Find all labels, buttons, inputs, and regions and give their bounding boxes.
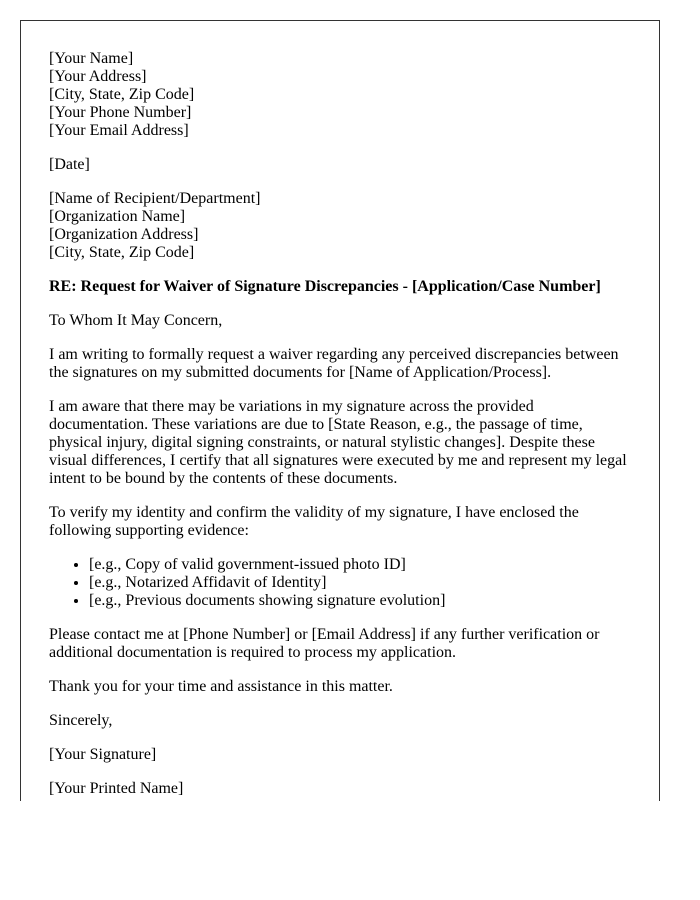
body-paragraph-contact: Please contact me at [Phone Number] or [Email Address] if any further verification or additional documentation is required to process my application. bbox=[49, 626, 600, 661]
sender-address: [Your Address] bbox=[49, 68, 147, 85]
body-paragraph-thanks: Thank you for your time and assistance in this matter. bbox=[49, 678, 393, 695]
subject-line: RE: Request for Waiver of Signature Discrepancies - [Application/Case Number] bbox=[49, 278, 601, 295]
letter-date: [Date] bbox=[49, 156, 90, 173]
evidence-item: • [e.g., Notarized Affidavit of Identity] bbox=[89, 574, 631, 592]
evidence-list bbox=[49, 556, 631, 610]
letter-page bbox=[20, 20, 660, 801]
recipient-city-state-zip: [City, State, Zip Code] bbox=[49, 244, 195, 261]
sender-phone: [Your Phone Number] bbox=[49, 104, 192, 121]
printed-name-placeholder: [Your Printed Name] bbox=[49, 780, 184, 797]
closing: Sincerely, bbox=[49, 712, 113, 729]
signature-placeholder: [Your Signature] bbox=[49, 746, 157, 763]
sender-name: [Your Name] bbox=[49, 50, 134, 67]
sender-city-state-zip: [City, State, Zip Code] bbox=[49, 86, 195, 103]
sender-address-block bbox=[49, 50, 631, 140]
recipient-address: [Organization Address] bbox=[49, 226, 199, 243]
evidence-item: • [e.g., Previous documents showing signature evolution] bbox=[89, 592, 631, 610]
evidence-item: • [e.g., Copy of valid government-issued photo ID] bbox=[89, 556, 631, 574]
body-paragraph-request: I am writing to formally request a waiver regarding any perceived discrepancies between the signatures on my submitted documents for [Name of Application/Process]. bbox=[49, 346, 619, 381]
sender-email: [Your Email Address] bbox=[49, 122, 189, 139]
recipient-name: [Name of Recipient/Department] bbox=[49, 190, 261, 207]
body-paragraph-evidence-intro: To verify my identity and confirm the validity of my signature, I have enclosed the following supporting evidence: bbox=[49, 504, 579, 539]
recipient-address-block bbox=[49, 190, 631, 262]
salutation: To Whom It May Concern, bbox=[49, 312, 223, 329]
body-paragraph-reason: I am aware that there may be variations in my signature across the provided documentation. These variations are due to [State Reason, e.g., the passage of time, physical injury, digital signing constraints, or natural stylistic changes]. Despite these visual differences, I certify that all signatures were executed by me and represent my legal intent to be bound by the contents of these documents. bbox=[49, 398, 627, 487]
recipient-organization: [Organization Name] bbox=[49, 208, 186, 225]
